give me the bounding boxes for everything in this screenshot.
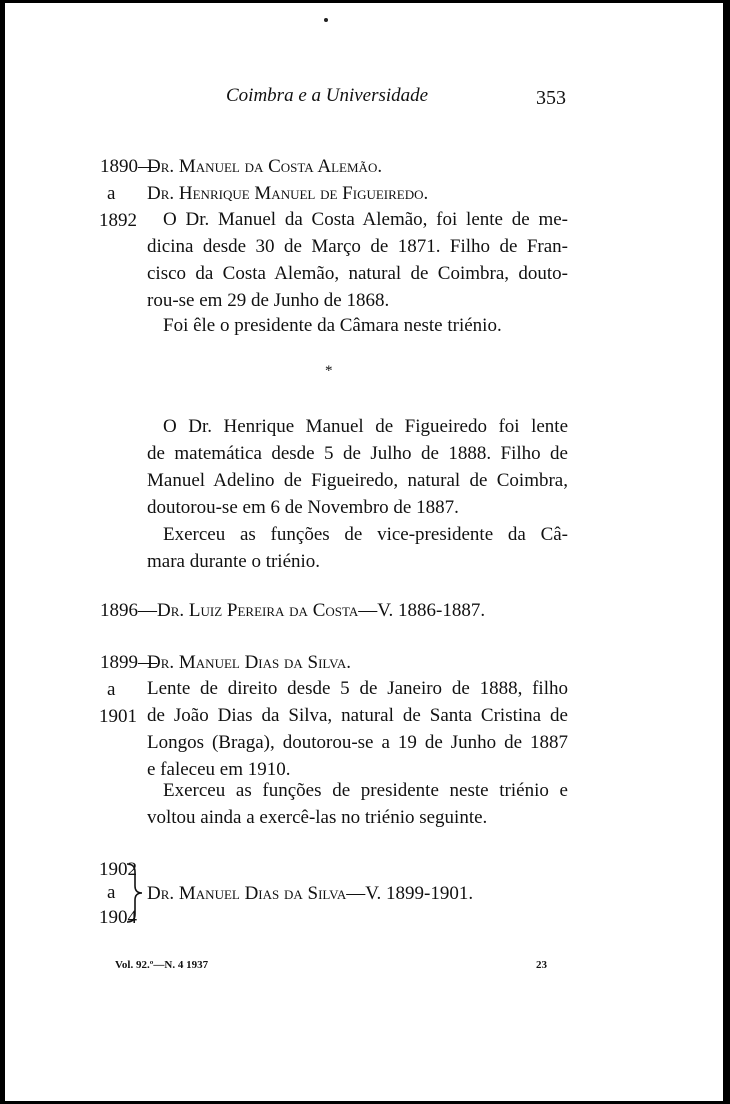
entry1-year-start: 1890— [100, 156, 157, 177]
entry1-para3-line4: doutorou-se em 6 de Novembro de 1887. [147, 497, 459, 518]
entry2-tail: —V. 1886-1887. [358, 600, 486, 621]
page-number: 353 [536, 87, 566, 109]
entry1-para3-line3: Manuel Adelino de Figueiredo, natural de Coimbra, [147, 470, 568, 491]
running-title: Coimbra e a Universidade [226, 85, 429, 106]
entry1-para1-line4: rou-se em 29 de Junho de 1868. [147, 290, 390, 311]
entry1-heading-2: Dr. Henrique Manuel de Figueiredo. [147, 183, 429, 204]
entry4-year-end: 1904 [99, 907, 137, 928]
entry3-para1-line2: de João Dias da Silva, natural de Santa Cristina de [147, 705, 568, 726]
entry1-para1-line3: cisco da Costa Alemão, natural de Coimbra, douto- [147, 263, 568, 284]
footer-volume: Vol. 92.º—N. 4 1937 [115, 959, 209, 971]
entry3-para2-line2: voltou ainda a exercê-las no triénio seguinte. [147, 807, 488, 828]
section-separator: * [325, 363, 333, 379]
entry4-a: a [107, 882, 116, 903]
entry1-paragraph-4 [147, 521, 568, 575]
entry3-para2-line1: Exerceu as funções de presidente neste triénio e [163, 780, 568, 801]
entry4-heading: Dr. Manuel Dias da Silva [147, 883, 347, 904]
entry1-heading-1: Dr. Manuel da Costa Alemão. [147, 156, 383, 177]
entry1-para1-line1: O Dr. Manuel da Costa Alemão, foi lente de me- [163, 209, 568, 230]
entry3-year-end: 1901 [99, 706, 137, 727]
entry2-heading: Dr. Luiz Pereira da Costa [157, 600, 359, 621]
entry1-paragraph-3 [147, 413, 568, 521]
entry3-paragraph-1 [147, 675, 568, 783]
entry4-year-start: 1902 [99, 859, 137, 880]
entry1-a: a [107, 183, 116, 204]
entry3-paragraph-2 [147, 777, 568, 831]
entry2-line [100, 599, 485, 623]
entry1-para4-line2: mara durante o triénio. [147, 551, 321, 572]
scan-dot [324, 18, 328, 22]
entry3-a: a [107, 679, 116, 700]
entry1-para3-line2: de matemática desde 5 de Julho de 1888. Filho de [147, 443, 568, 464]
entry1-paragraph-2: Foi êle o presidente da Câmara neste triénio. [163, 315, 502, 336]
entry1-paragraph-1 [147, 206, 568, 314]
entry1-year-end: 1892 [99, 210, 137, 231]
entry1-para3-line1: O Dr. Henrique Manuel de Figueiredo foi lente [163, 416, 568, 437]
entry3-para1-line4: e faleceu em 1910. [147, 759, 291, 780]
entry3-para1-line1: Lente de direito desde 5 de Janeiro de 1888, filho [147, 678, 568, 699]
entry4-tail: —V. 1899-1901. [346, 883, 474, 904]
entry1-para4-line1: Exerceu as funções de vice-presidente da Câ- [163, 524, 568, 545]
entry4-line [147, 882, 473, 906]
entry3-year-start: 1899— [100, 652, 157, 673]
entry2-year: 1896— [100, 600, 157, 621]
entry3-para1-line3: Longos (Braga), doutorou-se a 19 de Junho de 1887 [147, 732, 568, 753]
footer-signature: 23 [536, 959, 547, 971]
right-brace-icon [124, 862, 146, 924]
entry1-para1-line2: dicina desde 30 de Março de 1871. Filho de Fran- [147, 236, 568, 257]
entry3-heading: Dr. Manuel Dias da Silva. [147, 652, 352, 673]
